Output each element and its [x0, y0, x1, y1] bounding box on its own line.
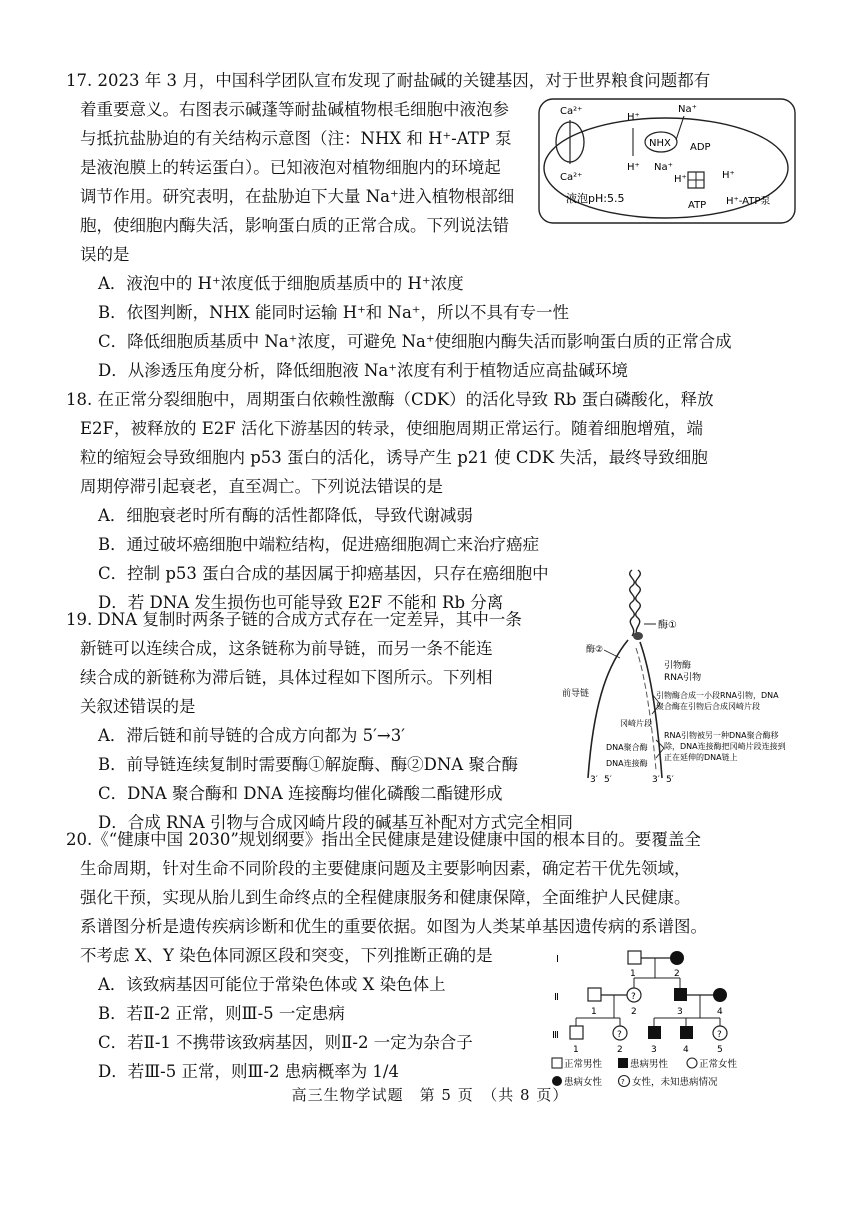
gen3-num-3: 3 — [651, 1045, 657, 1055]
note1-line2: 聚合酶在引物后合成冈崎片段 — [656, 702, 760, 711]
q17-line: 胞，使细胞内酶失活，影响蛋白质的正常合成。下列说法错 — [80, 216, 509, 235]
legend-unknown-female: 女性，未知患病情况 — [632, 1077, 718, 1088]
q19-line: 19. DNA 复制时两条子链的合成方式存在一定差异，其中一条 — [66, 610, 522, 629]
pump-label: H⁺-ATP泵 — [726, 196, 771, 207]
h-mid-label: H⁺ — [627, 162, 640, 173]
nhx-label: NHX — [649, 138, 671, 149]
generation-1-label: Ⅰ — [556, 954, 559, 965]
gen1-num-2: 2 — [674, 969, 680, 979]
end-3-right: 3′ — [652, 775, 660, 785]
adp-label: ADP — [690, 142, 711, 153]
q20-line: 不考虑 X、Y 染色体同源区段和突变，下列推断正确的是 — [80, 946, 493, 965]
q20-option-b: B．若Ⅱ-2 正常，则Ⅲ-5 一定患病 — [98, 1004, 345, 1023]
q19-line: 续合成的新链称为滞后链，具体过程如下图所示。下列相 — [80, 668, 493, 687]
okazaki-label: 冈崎片段 — [620, 719, 652, 728]
q19-option-b: B．前导链连续复制时需要酶①解旋酶、酶②DNA 聚合酶 — [98, 755, 518, 774]
enzyme1-label: 酶① — [658, 620, 677, 631]
q17-option-c: C．降低细胞质基质中 Na⁺浓度，可避免 Na⁺使细胞内酶失活而影响蛋白质的正常合成 — [98, 332, 732, 351]
q17-option-a: A．液泡中的 H⁺浓度低于细胞质基质中的 H⁺浓度 — [98, 274, 464, 293]
atp-label: ATP — [688, 200, 707, 211]
q20-option-d: D．若Ⅲ-5 正常，则Ⅲ-2 患病概率为 1/4 — [98, 1062, 399, 1081]
ligase-label: DNA连接酶 — [606, 759, 648, 768]
ca-bottom-label: Ca²⁺ — [560, 172, 583, 183]
q17-line: 着重要意义。右图表示碱蓬等耐盐碱植物根毛细胞中液泡参 — [80, 100, 509, 119]
legend-affected-female: 患病女性 — [564, 1077, 603, 1088]
end-5-left: 5′ — [604, 775, 612, 785]
gen1-num-1: 1 — [630, 969, 636, 979]
na-top-label: Na⁺ — [678, 104, 697, 115]
q18-option-c: C．控制 p53 蛋白合成的基因属于抑癌基因，只存在癌细胞中 — [98, 564, 549, 583]
gen2-num-4: 4 — [717, 1007, 723, 1017]
pedigree-chart — [548, 944, 770, 1092]
h-right-label: H⁺ — [722, 170, 735, 181]
q18-line: 粒的缩短会导致细胞内 p53 蛋白的活化，诱导产生 p21 使 CDK 失活，最终导致细胞 — [80, 448, 708, 467]
q20-option-c: C．若Ⅱ-1 不携带该致病基因，则Ⅱ-2 一定为杂合子 — [98, 1033, 473, 1052]
na-mid-label: Na⁺ — [654, 162, 673, 173]
q19-option-d: D．合成 RNA 引物与合成冈崎片段的碱基互补配对方式完全相同 — [98, 813, 573, 832]
generation-3-label: Ⅲ — [552, 1030, 559, 1041]
vacuole-figure — [538, 98, 796, 224]
unknown-mark: ? — [717, 1030, 722, 1040]
gen2-num-2: 2 — [631, 1007, 637, 1017]
gen3-num-1: 1 — [573, 1045, 579, 1055]
enzyme2-label: 酶② — [586, 645, 604, 655]
question-19 — [66, 605, 576, 837]
q18-option-d: D．若 DNA 发生损伤也可能导致 E2F 不能和 Rb 分离 — [98, 593, 504, 612]
legend-affected-male: 患病男性 — [630, 1059, 669, 1070]
h-top-label: H⁺ — [627, 112, 640, 123]
end-5-right: 5′ — [666, 775, 674, 785]
primer-label: RNA引物 — [664, 673, 702, 683]
q20-line: 强化干预，实现从胎儿到生命终点的全程健康服务和健康保障，全面维护人民健康。 — [80, 888, 691, 907]
q18-option-b: B．通过破坏癌细胞中端粒结构，促进癌细胞凋亡来治疗癌症 — [98, 535, 540, 554]
note1-line1: 引物酶合成一小段RNA引物，DNA — [656, 691, 779, 700]
q17-option-b: B．依图判断，NHX 能同时运输 H⁺和 Na⁺，所以不具有专一性 — [98, 303, 570, 322]
gen3-num-2: 2 — [617, 1045, 623, 1055]
unknown-mark: ? — [631, 992, 636, 1002]
dna-polymerase-label: DNA聚合酶 — [606, 743, 648, 752]
generation-2-label: Ⅱ — [554, 992, 559, 1003]
end-3-left: 3′ — [590, 775, 598, 785]
q18-line: 18. 在正常分裂细胞中，周期蛋白依赖性激酶（CDK）的活化导致 Rb 蛋白磷酸化，释放 — [66, 390, 714, 409]
q17-line: 与抵抗盐胁迫的有关结构示意图（注：NHX 和 H⁺-ATP 泵 — [80, 129, 512, 148]
page-footer: 高三生物学试题 第 5 页 （共 8 页） — [291, 1086, 569, 1104]
q17-line: 误的是 — [80, 245, 130, 264]
gen2-num-3: 3 — [677, 1007, 683, 1017]
q20-line: 系谱图分析是遗传疾病诊断和优生的重要依据。如图为人类某单基因遗传病的系谱图。 — [80, 917, 707, 936]
legend-normal-male: 正常男性 — [564, 1059, 603, 1070]
dna-replication-figure — [560, 566, 800, 788]
q19-option-a: A．滞后链和前导链的合成方向都为 5′→3′ — [98, 726, 405, 745]
q17-line: 17. 2023 年 3 月，中国科学团队宣布发现了耐盐碱的关键基因，对于世界粮食问题都有 — [66, 71, 711, 90]
note2-line1: RNA引物被另一种DNA聚合酶移 — [664, 731, 779, 740]
q17-line: 是液泡膜上的转运蛋白）。已知液泡对植物细胞内的环境起 — [80, 158, 501, 177]
h-left-label: H⁺ — [674, 174, 687, 185]
q18-line: 周期停滞引起衰老，直至凋亡。下列说法错误的是 — [80, 477, 443, 496]
note2-line3: 正在延伸的DNA链上 — [664, 753, 738, 762]
gen2-num-1: 1 — [591, 1007, 597, 1017]
legend-unknown-mark: ? — [621, 1078, 625, 1086]
primase-label: 引物酶 — [664, 661, 692, 671]
unknown-mark: ? — [617, 1030, 622, 1040]
gen3-num-4: 4 — [683, 1045, 689, 1055]
q19-line: 新链可以连续合成，这条链称为前导链，而另一条不能连 — [80, 639, 493, 658]
note2-line2: 除，DNA连接酶把冈崎片段连接到 — [664, 742, 786, 751]
q17-line: 调节作用。研究表明，在盐胁迫下大量 Na⁺进入植物根部细 — [80, 187, 515, 206]
gen3-num-5: 5 — [717, 1045, 723, 1055]
q20-line: 20.《“健康中国 2030”规划纲要》指出全民健康是建设健康中国的根本目的。要覆盖全 — [66, 830, 701, 849]
ca-top-label: Ca²⁺ — [560, 106, 583, 117]
q18-line: E2F，被释放的 E2F 活化下游基因的转录，使细胞周期正常运行。随着细胞增殖，端 — [80, 419, 703, 438]
q20-line: 生命周期，针对生命不同阶段的主要健康问题及主要影响因素，确定若干优先领域， — [80, 859, 691, 878]
legend-normal-female: 正常女性 — [699, 1059, 738, 1070]
vacuole-ph-label: 液泡pH:5.5 — [566, 192, 625, 205]
q17-option-d: D．从渗透压角度分析，降低细胞液 Na⁺浓度有利于植物适应高盐碱环境 — [98, 361, 628, 380]
leading-strand-label: 前导链 — [562, 689, 590, 699]
q18-option-a: A．细胞衰老时所有酶的活性都降低，导致代谢减弱 — [98, 506, 473, 525]
q19-option-c: C．DNA 聚合酶和 DNA 连接酶均催化磷酸二酯键形成 — [98, 784, 503, 803]
q20-option-a: A．该致病基因可能位于常染色体或 X 染色体上 — [98, 975, 446, 994]
q19-line: 关叙述错误的是 — [80, 697, 196, 716]
